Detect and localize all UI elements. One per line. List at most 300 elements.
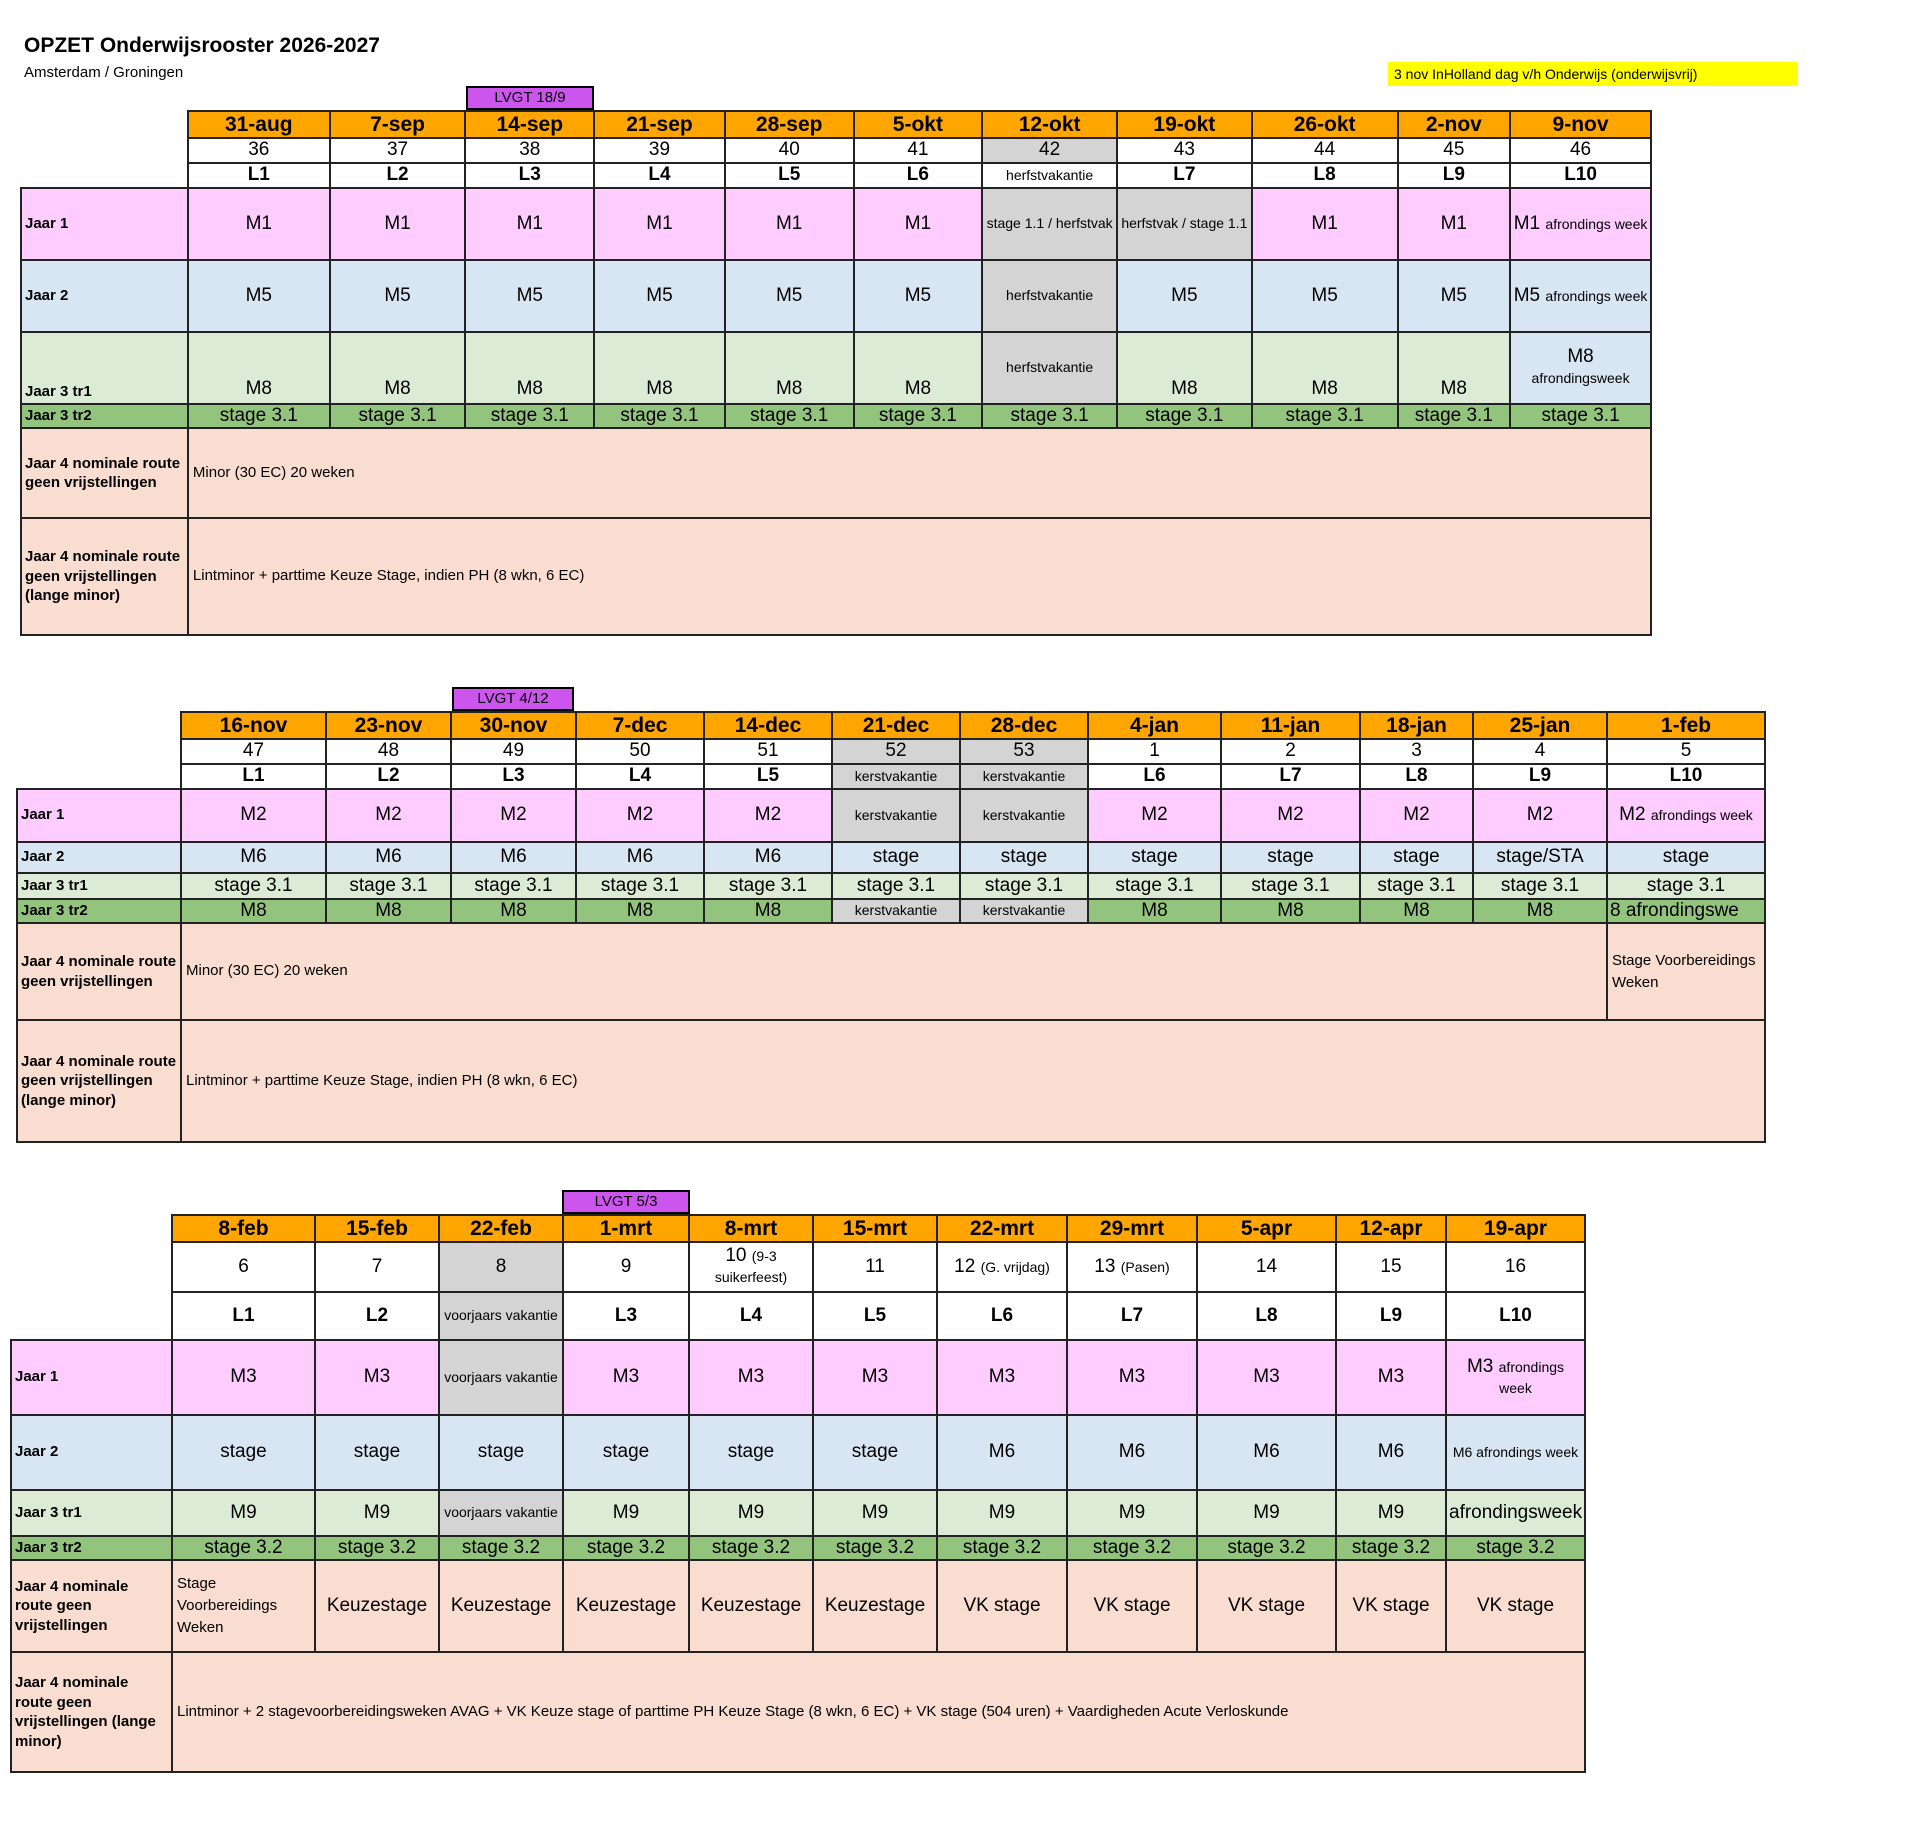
schedule-cell: M5 (330, 260, 466, 332)
week-cell: 16 (1446, 1242, 1585, 1292)
week-note: (Pasen) (1120, 1258, 1170, 1275)
vk-stage-cell: VK stage (1197, 1560, 1336, 1652)
schedule-cell: M3 (563, 1340, 689, 1415)
schedule-cell: stage (1221, 842, 1360, 873)
schedule-cell: M8 (1117, 332, 1252, 404)
schedule-cell: M9 (1336, 1490, 1446, 1536)
schedule-cell: stage 3.1 (832, 873, 960, 899)
date-row (11, 1215, 1585, 1242)
schedule-cell-final (1510, 188, 1651, 260)
schedule-block-1 (20, 110, 1652, 636)
schedule-cell: kerstvakantie (832, 899, 960, 923)
lesson-cell: L9 (1473, 764, 1607, 789)
week-cell: 14 (1197, 1242, 1336, 1292)
schedule-cell: M8 (326, 899, 451, 923)
schedule-cell: herfstvak / stage 1.1 (1117, 188, 1252, 260)
week-cell: 2 (1221, 739, 1360, 764)
lintminor-cell: Lintminor + 2 stagevoorbereidingsweken AVAG + VK Keuze stage of parttime PH Keuze Stage (8 wkn, 6 EC) + VK stage (504 uren) + Vaardigheden Acute Verloskunde (172, 1652, 1585, 1772)
schedule-cell: M3 (1197, 1340, 1336, 1415)
schedule-cell: stage 3.1 (576, 873, 704, 899)
vk-stage-cell: VK stage (1446, 1560, 1585, 1652)
lesson-cell: L5 (813, 1292, 937, 1340)
lesson-cell: L7 (1067, 1292, 1197, 1340)
date-cell: 28-sep (725, 111, 854, 138)
lesson-cell: L8 (1360, 764, 1473, 789)
lesson-cell: L10 (1446, 1292, 1585, 1340)
week-row (11, 1242, 1585, 1292)
lesson-cell: L4 (576, 764, 704, 789)
afrondings-note: afrondings week (1650, 807, 1753, 824)
jaar1-row (17, 789, 1765, 842)
date-row (17, 712, 1765, 739)
schedule-cell: M8 (330, 332, 466, 404)
week-cell: 37 (330, 138, 466, 163)
jaar3tr1-row (17, 873, 1765, 899)
schedule-cell: herfstvakantie (982, 260, 1117, 332)
lesson-cell: L4 (594, 163, 725, 188)
schedule-block-3 (10, 1214, 1586, 1773)
date-cell: 2-nov (1398, 111, 1511, 138)
schedule-cell: stage 3.1 (1473, 873, 1607, 899)
schedule-cell: M6 (1197, 1415, 1336, 1490)
schedule-cell: stage 3.2 (1067, 1536, 1197, 1560)
row-header: Jaar 2 (17, 842, 181, 873)
minor-cell: Minor (30 EC) 20 weken (181, 923, 1607, 1020)
module-code: M3 (1466, 1355, 1494, 1377)
module-code: M2 (1619, 804, 1646, 826)
schedule-cell: stage 3.1 (1360, 873, 1473, 899)
jaar1-row (11, 1340, 1585, 1415)
lesson-cell: L1 (172, 1292, 315, 1340)
schedule-cell: M9 (1067, 1490, 1197, 1536)
schedule-cell: M3 (689, 1340, 813, 1415)
date-cell: 19-apr (1446, 1215, 1585, 1242)
keuzestage-cell: Keuzestage (439, 1560, 563, 1652)
jaar2-row (11, 1415, 1585, 1490)
schedule-cell-final (1607, 789, 1765, 842)
schedule-cell: M3 (172, 1340, 315, 1415)
week-cell: 39 (594, 138, 725, 163)
schedule-cell: M8 (854, 332, 983, 404)
lesson-cell: L1 (181, 764, 326, 789)
week-note: (9-3 suikerfeest) (714, 1248, 788, 1285)
schedule-cell: stage 3.2 (689, 1536, 813, 1560)
schedule-cell: M1 (854, 188, 983, 260)
row-header: Jaar 3 tr2 (11, 1536, 172, 1560)
schedule-cell: stage 3.1 (982, 404, 1117, 428)
page-subtitle: Amsterdam / Groningen (24, 64, 184, 81)
schedule-cell: M1 (1252, 188, 1398, 260)
date-cell: 5-okt (854, 111, 983, 138)
date-cell: 1-feb (1607, 712, 1765, 739)
afrondings-note: afrondings week (1545, 215, 1648, 232)
schedule-cell: voorjaars vakantie (439, 1490, 563, 1536)
date-cell: 19-okt (1117, 111, 1252, 138)
lesson-cell: L8 (1197, 1292, 1336, 1340)
jaar4a-row (17, 923, 1765, 1020)
date-cell: 16-nov (181, 712, 326, 739)
schedule-cell: M2 (704, 789, 832, 842)
date-cell: 25-jan (1473, 712, 1607, 739)
week-cell: 41 (854, 138, 983, 163)
schedule-cell: stage 3.2 (1336, 1536, 1446, 1560)
schedule-cell: M8 (188, 332, 330, 404)
row-header: Jaar 3 tr2 (21, 404, 188, 428)
row-header: Jaar 4 nominale route geen vrijstellingen (17, 923, 181, 1020)
schedule-cell: stage (439, 1415, 563, 1490)
lesson-cell: L8 (1252, 163, 1398, 188)
week-cell: 7 (315, 1242, 439, 1292)
schedule-cell: M5 (1117, 260, 1252, 332)
module-code: M8 (1567, 346, 1594, 368)
date-cell: 1-mrt (563, 1215, 689, 1242)
date-cell: 8-mrt (689, 1215, 813, 1242)
schedule-cell: M6 (451, 842, 576, 873)
schedule-cell-final (1510, 332, 1651, 404)
corner-cell (21, 111, 188, 138)
date-row (21, 111, 1651, 138)
date-cell: 11-jan (1221, 712, 1360, 739)
jaar2-row (21, 260, 1651, 332)
lesson-cell: L10 (1510, 163, 1651, 188)
row-header: Jaar 3 tr1 (21, 332, 188, 404)
week-cell: 9 (563, 1242, 689, 1292)
schedule-cell: M2 (326, 789, 451, 842)
lesson-cell: L10 (1607, 764, 1765, 789)
lesson-cell: L5 (725, 163, 854, 188)
schedule-cell: stage (315, 1415, 439, 1490)
lesson-cell: L2 (326, 764, 451, 789)
lesson-cell: L3 (465, 163, 594, 188)
week-cell-annotated (689, 1242, 813, 1292)
schedule-cell: M2 (451, 789, 576, 842)
lesson-cell: L4 (689, 1292, 813, 1340)
schedule-cell: M2 (576, 789, 704, 842)
schedule-cell: stage 3.1 (1221, 873, 1360, 899)
lesson-cell: L7 (1221, 764, 1360, 789)
schedule-cell: stage 3.1 (854, 404, 983, 428)
lesson-cell: L6 (1088, 764, 1221, 789)
stage-voorbereiding-cell: Stage Voorbereidings Weken (172, 1560, 315, 1652)
schedule-cell: M5 (1252, 260, 1398, 332)
keuzestage-cell: Keuzestage (315, 1560, 439, 1652)
date-cell: 26-okt (1252, 111, 1398, 138)
lesson-cell: L6 (937, 1292, 1067, 1340)
schedule-cell: M9 (172, 1490, 315, 1536)
schedule-cell: stage 3.2 (439, 1536, 563, 1560)
schedule-cell: stage 3.2 (937, 1536, 1067, 1560)
row-header: Jaar 1 (21, 188, 188, 260)
week-cell: 51 (704, 739, 832, 764)
jaar4b-row (21, 518, 1651, 635)
schedule-cell: M5 (188, 260, 330, 332)
schedule-cell: M1 (465, 188, 594, 260)
schedule-cell: M1 (1398, 188, 1511, 260)
schedule-cell: M8 (451, 899, 576, 923)
module-code: M5 (1513, 284, 1541, 306)
date-cell: 7-sep (330, 111, 466, 138)
schedule-cell: M6 (704, 842, 832, 873)
row-header: Jaar 4 nominale route geen vrijstellingen (21, 428, 188, 518)
week-number: 12 (954, 1255, 976, 1277)
schedule-cell: M5 (594, 260, 725, 332)
jaar3tr1-row (21, 332, 1651, 404)
week-cell: 40 (725, 138, 854, 163)
schedule-cell: M9 (937, 1490, 1067, 1536)
schedule-cell: M1 (188, 188, 330, 260)
lvgt-badge: LVGT 5/3 (562, 1190, 690, 1214)
jaar4a-row (11, 1560, 1585, 1652)
schedule-cell: stage 3.1 (326, 873, 451, 899)
schedule-cell: M6 (326, 842, 451, 873)
schedule-cell: stage 3.2 (315, 1536, 439, 1560)
date-cell: 15-feb (315, 1215, 439, 1242)
date-cell: 21-dec (832, 712, 960, 739)
jaar4b-row (11, 1652, 1585, 1772)
lesson-cell: herfstvakantie (982, 163, 1117, 188)
schedule-cell: stage 3.2 (1197, 1536, 1336, 1560)
date-cell: 29-mrt (1067, 1215, 1197, 1242)
date-cell: 30-nov (451, 712, 576, 739)
schedule-cell: stage (563, 1415, 689, 1490)
schedule-cell: stage (172, 1415, 315, 1490)
lesson-cell: L2 (330, 163, 466, 188)
schedule-cell: stage 3.1 (1117, 404, 1252, 428)
jaar3tr2-row (11, 1536, 1585, 1560)
schedule-cell: stage 3.1 (960, 873, 1088, 899)
schedule-cell: M8 (181, 899, 326, 923)
schedule-cell: M9 (315, 1490, 439, 1536)
schedule-cell: stage 3.1 (1398, 404, 1511, 428)
date-cell: 21-sep (594, 111, 725, 138)
schedule-cell: M3 (315, 1340, 439, 1415)
schedule-cell: M1 (725, 188, 854, 260)
lesson-cell: L5 (704, 764, 832, 789)
schedule-cell: M8 (725, 332, 854, 404)
lesson-cell: L6 (854, 163, 983, 188)
row-header: Jaar 1 (11, 1340, 172, 1415)
schedule-cell: stage 3.1 (181, 873, 326, 899)
row-header: Jaar 2 (21, 260, 188, 332)
schedule-cell: stage (832, 842, 960, 873)
keuzestage-cell: Keuzestage (563, 1560, 689, 1652)
jaar4b-row (17, 1020, 1765, 1142)
row-header: Jaar 3 tr1 (11, 1490, 172, 1536)
schedule-cell: M5 (854, 260, 983, 332)
schedule-cell: M8 (1360, 899, 1473, 923)
row-header: Jaar 4 nominale route geen vrijstellingen (11, 1560, 172, 1652)
schedule-cell: M6 afrondings week (1446, 1415, 1585, 1490)
schedule-block-2 (16, 711, 1766, 1143)
schedule-cell: stage 3.1 (1607, 873, 1765, 899)
week-number: 13 (1094, 1255, 1116, 1277)
schedule-cell: M5 (725, 260, 854, 332)
week-row (17, 739, 1765, 764)
week-cell: 15 (1336, 1242, 1446, 1292)
lesson-cell: L9 (1336, 1292, 1446, 1340)
schedule-cell: stage 3.1 (1510, 404, 1651, 428)
date-cell: 14-dec (704, 712, 832, 739)
schedule-cell: M9 (689, 1490, 813, 1536)
schedule-cell: kerstvakantie (960, 789, 1088, 842)
schedule-cell: M3 (1336, 1340, 1446, 1415)
week-cell: 43 (1117, 138, 1252, 163)
row-header: Jaar 2 (11, 1415, 172, 1490)
jaar3tr2-row (17, 899, 1765, 923)
lesson-cell: kerstvakantie (832, 764, 960, 789)
lintminor-cell: Lintminor + parttime Keuze Stage, indien PH (8 wkn, 6 EC) (181, 1020, 1765, 1142)
lvgt-badge: LVGT 4/12 (452, 687, 574, 711)
date-cell: 22-mrt (937, 1215, 1067, 1242)
schedule-cell: stage 3.2 (813, 1536, 937, 1560)
schedule-cell: voorjaars vakantie (439, 1340, 563, 1415)
lintminor-cell: Lintminor + parttime Keuze Stage, indien PH (8 wkn, 6 EC) (188, 518, 1651, 635)
schedule-cell: M6 (181, 842, 326, 873)
week-cell: 52 (832, 739, 960, 764)
week-cell: 8 (439, 1242, 563, 1292)
afrondings-note: afrondings week (1498, 1358, 1565, 1396)
schedule-cell: stage 3.2 (563, 1536, 689, 1560)
lesson-cell: kerstvakantie (960, 764, 1088, 789)
schedule-cell-final (1510, 260, 1651, 332)
row-header: Jaar 1 (17, 789, 181, 842)
date-cell: 4-jan (1088, 712, 1221, 739)
date-cell: 12-apr (1336, 1215, 1446, 1242)
week-cell: 46 (1510, 138, 1651, 163)
week-cell: 1 (1088, 739, 1221, 764)
schedule-cell: M9 (813, 1490, 937, 1536)
week-cell: 6 (172, 1242, 315, 1292)
lesson-row (17, 764, 1765, 789)
week-cell: 42 (982, 138, 1117, 163)
week-note: (G. vrijdag) (980, 1258, 1050, 1275)
lesson-row (11, 1292, 1585, 1340)
lesson-cell: voorjaars vakantie (439, 1292, 563, 1340)
date-cell: 15-mrt (813, 1215, 937, 1242)
schedule-cell: stage 3.1 (465, 404, 594, 428)
schedule-cell: stage (689, 1415, 813, 1490)
jaar3tr2-row (21, 404, 1651, 428)
page-title: OPZET Onderwijsrooster 2026-2027 (24, 34, 380, 57)
schedule-cell: stage 3.2 (172, 1536, 315, 1560)
week-cell: 36 (188, 138, 330, 163)
jaar2-row (17, 842, 1765, 873)
schedule-cell: stage 3.1 (451, 873, 576, 899)
schedule-cell: M6 (1336, 1415, 1446, 1490)
schedule-cell: stage 3.2 (1446, 1536, 1585, 1560)
date-cell: 22-feb (439, 1215, 563, 1242)
schedule-cell: M9 (1197, 1490, 1336, 1536)
minor-cell: Minor (30 EC) 20 weken (188, 428, 1651, 518)
schedule-cell: 8 afrondingswe (1607, 899, 1765, 923)
schedule-cell: stage 3.1 (188, 404, 330, 428)
schedule-cell: kerstvakantie (960, 899, 1088, 923)
jaar4a-row (21, 428, 1651, 518)
week-cell: 49 (451, 739, 576, 764)
week-cell: 3 (1360, 739, 1473, 764)
schedule-cell: M3 (1067, 1340, 1197, 1415)
schedule-cell: stage 3.1 (725, 404, 854, 428)
schedule-cell: M8 (594, 332, 725, 404)
keuzestage-cell: Keuzestage (813, 1560, 937, 1652)
jaar3tr1-row (11, 1490, 1585, 1536)
row-header: Jaar 4 nominale route geen vrijstellingen (lange minor) (21, 518, 188, 635)
schedule-cell: stage 3.1 (704, 873, 832, 899)
stage-voorbereiding-cell: Stage Voorbereidings Weken (1607, 923, 1765, 1020)
week-cell: 48 (326, 739, 451, 764)
vk-stage-cell: VK stage (1067, 1560, 1197, 1652)
row-header: Jaar 4 nominale route geen vrijstellingen (lange minor) (11, 1652, 172, 1772)
week-cell: 4 (1473, 739, 1607, 764)
schedule-cell: herfstvakantie (982, 332, 1117, 404)
row-header: Jaar 3 tr2 (17, 899, 181, 923)
date-cell: 8-feb (172, 1215, 315, 1242)
date-cell: 7-dec (576, 712, 704, 739)
lesson-cell: L7 (1117, 163, 1252, 188)
date-cell: 9-nov (1510, 111, 1651, 138)
schedule-cell: stage 3.1 (1088, 873, 1221, 899)
week-number: 10 (725, 1245, 747, 1267)
date-cell: 18-jan (1360, 712, 1473, 739)
week-cell: 38 (465, 138, 594, 163)
lesson-cell: L3 (451, 764, 576, 789)
lesson-cell: L9 (1398, 163, 1511, 188)
schedule-cell: stage (1088, 842, 1221, 873)
week-cell: 45 (1398, 138, 1511, 163)
schedule-cell: stage (1607, 842, 1765, 873)
row-header: Jaar 3 tr1 (17, 873, 181, 899)
schedule-cell: M6 (1067, 1415, 1197, 1490)
module-code: M1 (1513, 212, 1541, 234)
schedule-cell: stage 3.1 (330, 404, 466, 428)
lesson-cell: L1 (188, 163, 330, 188)
week-cell-annotated (937, 1242, 1067, 1292)
highlight-note: 3 nov InHolland dag v/h Onderwijs (onderwijsvrij) (1388, 62, 1798, 86)
schedule-cell: kerstvakantie (832, 789, 960, 842)
date-cell: 14-sep (465, 111, 594, 138)
schedule-cell: M8 (1252, 332, 1398, 404)
schedule-cell: M8 (1473, 899, 1607, 923)
schedule-cell: M2 (181, 789, 326, 842)
week-cell: 53 (960, 739, 1088, 764)
lesson-cell: L3 (563, 1292, 689, 1340)
week-cell-annotated (1067, 1242, 1197, 1292)
lesson-cell: L2 (315, 1292, 439, 1340)
schedule-cell: M8 (465, 332, 594, 404)
schedule-cell-final (1446, 1340, 1585, 1415)
vk-stage-cell: VK stage (1336, 1560, 1446, 1652)
schedule-cell: M5 (465, 260, 594, 332)
schedule-cell: stage (813, 1415, 937, 1490)
schedule-cell: stage 1.1 / herfstvak (982, 188, 1117, 260)
schedule-cell: M9 (563, 1490, 689, 1536)
schedule-cell: M1 (594, 188, 725, 260)
schedule-cell: M6 (576, 842, 704, 873)
date-cell: 28-dec (960, 712, 1088, 739)
schedule-cell: M3 (937, 1340, 1067, 1415)
jaar1-row (21, 188, 1651, 260)
schedule-cell: stage (1360, 842, 1473, 873)
schedule-cell: M2 (1473, 789, 1607, 842)
schedule-cell: M5 (1398, 260, 1511, 332)
lvgt-badge: LVGT 18/9 (466, 86, 594, 110)
schedule-cell: stage 3.1 (1252, 404, 1398, 428)
week-cell: 50 (576, 739, 704, 764)
date-cell: 12-okt (982, 111, 1117, 138)
schedule-cell: M8 (1088, 899, 1221, 923)
afrondings-note: afrondingsweek (1531, 370, 1630, 386)
vk-stage-cell: VK stage (937, 1560, 1067, 1652)
